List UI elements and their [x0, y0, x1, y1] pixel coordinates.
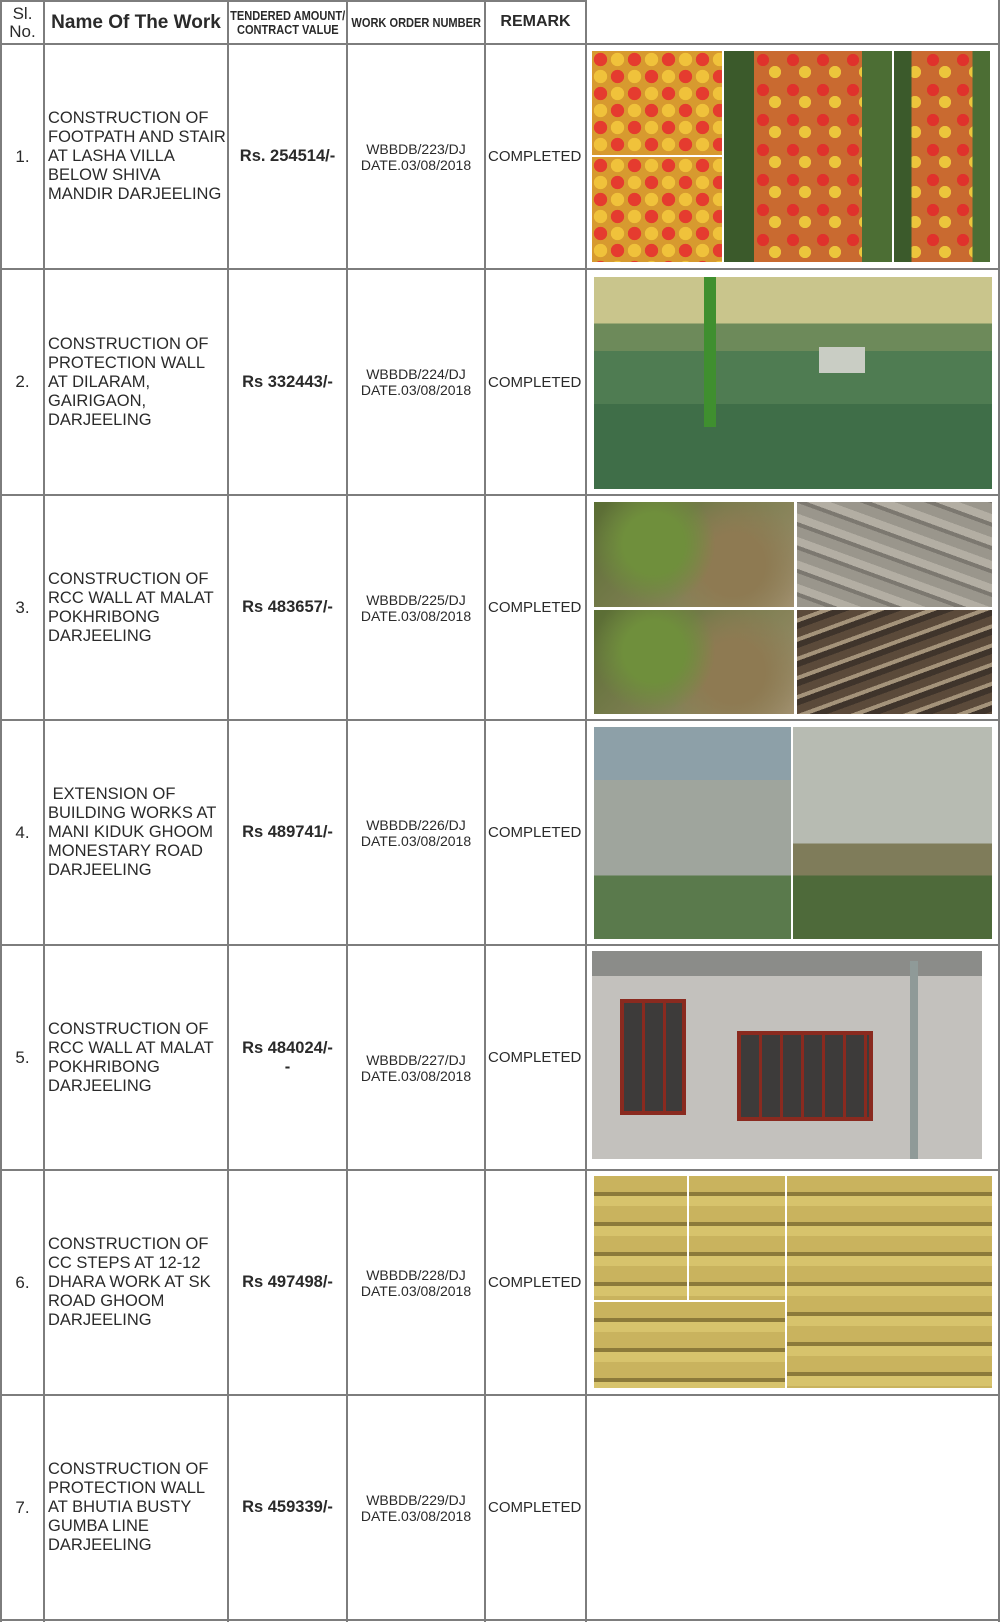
row-work-order-date: DATE.03/08/2018	[360, 832, 472, 849]
photo-window	[737, 1031, 873, 1121]
cc-steps-photo	[594, 1176, 992, 1388]
photo-window	[620, 999, 686, 1115]
row-sl-no: 5.	[15, 1047, 30, 1067]
footpath-paver-photo	[592, 51, 990, 262]
photo-tile	[797, 502, 992, 607]
row-work-name: CONSTRUCTION OF RCC WALL AT MALAT POKHRIBONG DARJEELING	[48, 1019, 214, 1095]
row-work-order-number: WBBDB/226/DJ	[366, 816, 466, 833]
row-amount-text: Rs 484024/--	[242, 1038, 333, 1076]
row-work-name: EXTENSION OF BUILDING WORKS AT MANI KIDUK GHOOM MONESTARY ROAD DARJEELING	[48, 785, 221, 879]
row-remark: COMPLETED	[488, 599, 582, 616]
row-remark: COMPLETED	[488, 148, 582, 165]
row-amount	[229, 946, 346, 1169]
photo-tile	[894, 51, 990, 262]
grid-line	[0, 1619, 1000, 1621]
photo-tile	[592, 157, 722, 262]
row-work-order	[348, 496, 484, 719]
row-work-order	[348, 1396, 484, 1619]
row-work-order-date: DATE.03/08/2018	[360, 156, 472, 173]
row-work-order-number: WBBDB/225/DJ	[366, 591, 466, 608]
row-sl-no: 1.	[15, 146, 30, 166]
header-tendered-amount	[229, 2, 346, 43]
photo-tile	[704, 277, 716, 427]
photo-tile	[594, 1302, 785, 1388]
row-work-order-date: DATE.03/08/2018	[360, 382, 472, 398]
row-sl-no: 3.	[15, 597, 30, 617]
row-sl-no: 7.	[15, 1497, 30, 1517]
header-sl-no	[2, 2, 43, 43]
header-sl-line1: Sl.	[12, 3, 33, 23]
grid-line	[585, 0, 587, 1622]
header-amount-line2: CONTRACT VALUE	[236, 21, 339, 37]
building-extension-photo	[594, 727, 992, 939]
rcc-wall-photo	[594, 502, 992, 714]
header-amount-line1: TENDERED AMOUNT/	[230, 7, 346, 23]
row-remark: COMPLETED	[488, 1049, 582, 1066]
photo-tile	[797, 610, 992, 714]
row-work-name: CONSTRUCTION OF PROTECTION WALL AT DILARAM, GAIRIGAON, DARJEELING	[48, 334, 209, 429]
header-remark: REMARK	[500, 13, 571, 31]
row-amount: Rs 483657/-	[242, 598, 333, 616]
header-name-of-work: Name Of The Work	[51, 11, 221, 33]
row-amount: Rs 332443/-	[242, 372, 333, 391]
photo-tile	[594, 1176, 687, 1300]
photo-tile	[594, 502, 794, 607]
row-work-order	[348, 45, 484, 268]
row-amount: Rs 489741/-	[242, 823, 333, 841]
rcc-wall-house-photo	[592, 951, 982, 1159]
photo-tile	[724, 51, 892, 262]
row-work-name: CONSTRUCTION OF PROTECTION WALL AT BHUTIA BUSTY GUMBA LINE DARJEELING	[48, 1460, 209, 1554]
row-work-order-date: DATE.03/08/2018	[360, 1282, 472, 1299]
protection-wall-photo	[594, 277, 992, 489]
row-work-order-date: DATE.03/08/2018	[360, 1507, 472, 1524]
photo-tile	[592, 51, 722, 155]
row-remark: COMPLETED	[488, 1274, 582, 1291]
row-remark: COMPLETED	[488, 824, 582, 841]
row-sl-no: 6.	[15, 1272, 30, 1292]
row-work-name: CONSTRUCTION OF RCC WALL AT MALAT POKHRIBONG DARJEELING	[48, 569, 214, 645]
header-sl-line2: No.	[9, 21, 36, 41]
row-work-order-date: DATE.03/08/2018	[360, 1067, 472, 1084]
photo-tile	[689, 1176, 785, 1300]
row-work-name: CONSTRUCTION OF CC STEPS AT 12-12 DHARA WORK AT SK ROAD GHOOM DARJEELING	[48, 1235, 211, 1329]
header-work-order-label: WORK ORDER NUMBER	[351, 14, 481, 30]
row-work-order-number: WBBDB/229/DJ	[366, 1491, 466, 1508]
photo-tile	[594, 610, 794, 714]
row-amount: Rs 497498/-	[242, 1273, 333, 1291]
row-work-order	[348, 270, 484, 494]
photo-tile	[787, 1176, 992, 1388]
row-remark: COMPLETED	[488, 373, 582, 391]
row-amount: Rs. 254514/-	[239, 147, 336, 165]
row-work-order-date: DATE.03/08/2018	[360, 607, 472, 624]
row-remark: COMPLETED	[488, 1499, 582, 1516]
photo-tile	[793, 727, 992, 939]
row-sl-no: 2.	[15, 372, 30, 391]
row-work-name: CONSTRUCTION OF FOOTPATH AND STAIR AT LASHA VILLA BELOW SHIVA MANDIR DARJEELING	[48, 109, 226, 203]
row-work-order	[348, 1171, 484, 1394]
header-work-order	[348, 2, 484, 43]
row-work-order	[348, 721, 484, 944]
photo-tile	[594, 727, 791, 939]
photo-tile	[910, 961, 918, 1159]
photo-tile	[819, 347, 865, 373]
row-work-order-number: WBBDB/223/DJ	[366, 140, 466, 157]
row-work-order-number: WBBDB/228/DJ	[366, 1266, 466, 1283]
row-sl-no: 4.	[15, 822, 30, 842]
row-work-order-number: WBBDB/227/DJ	[366, 1051, 466, 1068]
row-amount: Rs 459339/-	[242, 1498, 333, 1516]
row-work-order	[348, 946, 484, 1169]
row-work-order-number: WBBDB/224/DJ	[366, 366, 466, 382]
